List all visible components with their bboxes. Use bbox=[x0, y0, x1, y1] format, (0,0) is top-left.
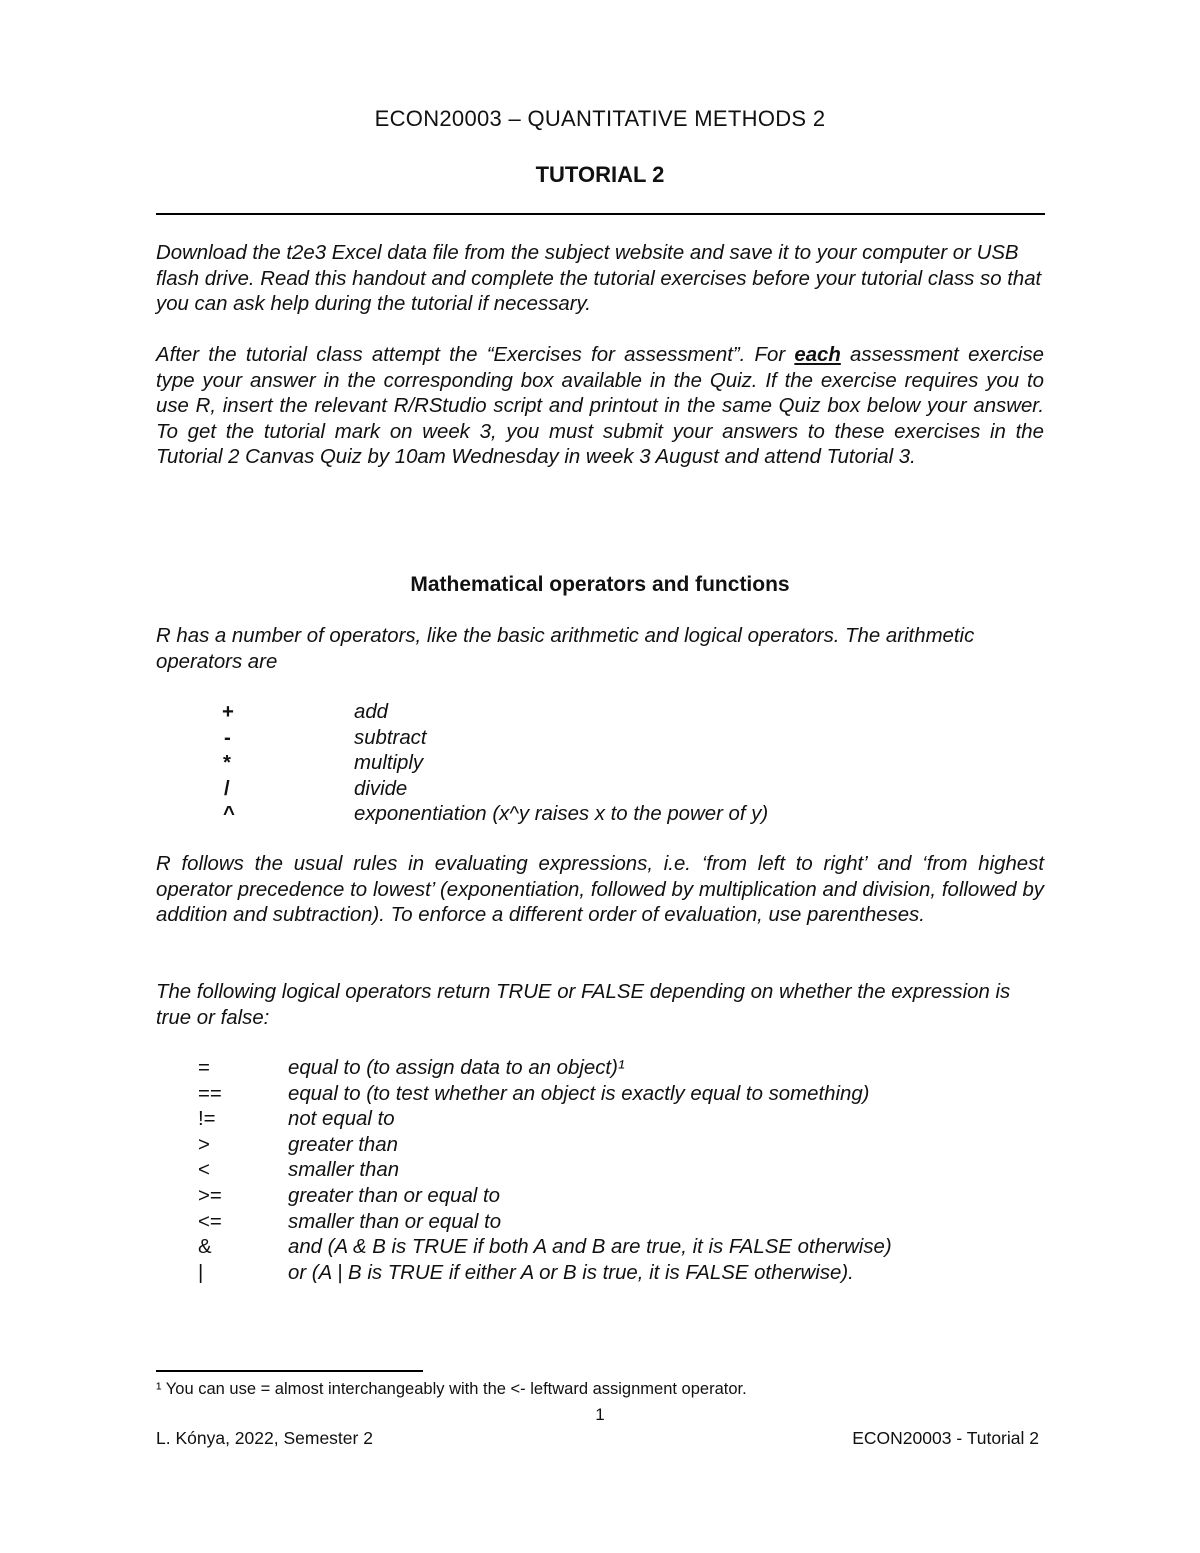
assessment-text-a: After the tutorial class attempt the “Exercises for assessment”. For bbox=[156, 344, 795, 366]
each-emphasis: each bbox=[794, 344, 841, 366]
intro-paragraph: Download the t2e3 Excel data file from the subject website and save it to your computer or USB flash drive. Read this handout and complete the tutorial exercises before your tutorial class so that you can ask help during the tutorial if necessary. bbox=[156, 242, 1042, 316]
assessment-text-b: assessment exercise type your answer in the corresponding box available in the Quiz. If the exercise requires you to use R, insert the relevant R/RStudio script and printout in the same Quiz box below your answer. To get the tutorial mark on week 3, you must submit your answers to these exercises in the Tutorial 2 Canvas Quiz by 10am Wednesday in week 3 August and attend Tutorial 3. bbox=[156, 344, 1044, 469]
logical-intro: The following logical operators return TRUE or FALSE depending on whether the expression is true or false: bbox=[156, 981, 1011, 1029]
operator-symbol: + bbox=[222, 701, 234, 723]
operator-symbol: - bbox=[224, 726, 231, 749]
precedence-paragraph: R follows the usual rules in evaluating expressions, i.e. ‘from left to right’ and ‘from highest operator precedence to lowest’ (exponentiation, followed by multiplication and division, followed by addition and subtraction). To enforce a different order of evaluation, use parentheses. bbox=[156, 853, 1044, 927]
assessment-paragraph bbox=[156, 343, 1044, 471]
operator-symbol: != bbox=[198, 1108, 216, 1131]
operator-description: divide bbox=[354, 777, 408, 800]
operator-description: and (A & B is TRUE if both A and B are true, it is FALSE otherwise) bbox=[288, 1236, 892, 1259]
operator-description: smaller than bbox=[288, 1159, 400, 1182]
operator-symbol: & bbox=[198, 1236, 212, 1259]
operator-description: exponentiation (x^y raises x to the power of y) bbox=[354, 803, 769, 826]
operator-symbol: | bbox=[198, 1261, 204, 1284]
operator-description: add bbox=[354, 701, 389, 723]
operator-symbol: <= bbox=[198, 1210, 222, 1233]
operator-description: or (A | B is TRUE if either A or B is true, it is FALSE otherwise). bbox=[288, 1261, 854, 1284]
operator-description: greater than bbox=[288, 1133, 398, 1156]
operator-symbol: > bbox=[198, 1133, 210, 1156]
operator-description: smaller than or equal to bbox=[288, 1210, 502, 1233]
tutorial-title: TUTORIAL 2 bbox=[535, 162, 665, 187]
arithmetic-intro: R has a number of operators, like the basic arithmetic and logical operators. The arithmetic operators are bbox=[156, 625, 975, 673]
operator-description: equal to (to assign data to an object)¹ bbox=[288, 1057, 625, 1079]
operator-symbol: = bbox=[198, 1057, 210, 1079]
operator-symbol: * bbox=[223, 752, 231, 775]
operator-description: greater than or equal to bbox=[288, 1185, 500, 1207]
operator-symbol: / bbox=[224, 777, 230, 800]
operator-description: multiply bbox=[354, 752, 424, 775]
operator-symbol: >= bbox=[198, 1185, 222, 1207]
operator-description: subtract bbox=[354, 726, 427, 749]
footer-course: ECON20003 - Tutorial 2 bbox=[852, 1428, 1039, 1448]
course-title: ECON20003 – QUANTITATIVE METHODS 2 bbox=[374, 106, 826, 131]
operator-description: not equal to bbox=[288, 1108, 395, 1131]
operator-description: equal to (to test whether an object is exactly equal to something) bbox=[288, 1082, 870, 1105]
page-number: 1 bbox=[595, 1405, 605, 1424]
title-divider bbox=[156, 213, 1045, 215]
footnote-divider bbox=[156, 1370, 423, 1372]
operator-symbol: < bbox=[198, 1159, 210, 1182]
operator-symbol: ^ bbox=[223, 803, 235, 826]
footnote-text: ¹ You can use = almost interchangeably with the <- leftward assignment operator. bbox=[156, 1380, 747, 1398]
section-heading: Mathematical operators and functions bbox=[410, 573, 790, 596]
operator-symbol: == bbox=[198, 1082, 222, 1105]
footer-author: L. Kónya, 2022, Semester 2 bbox=[156, 1428, 373, 1448]
